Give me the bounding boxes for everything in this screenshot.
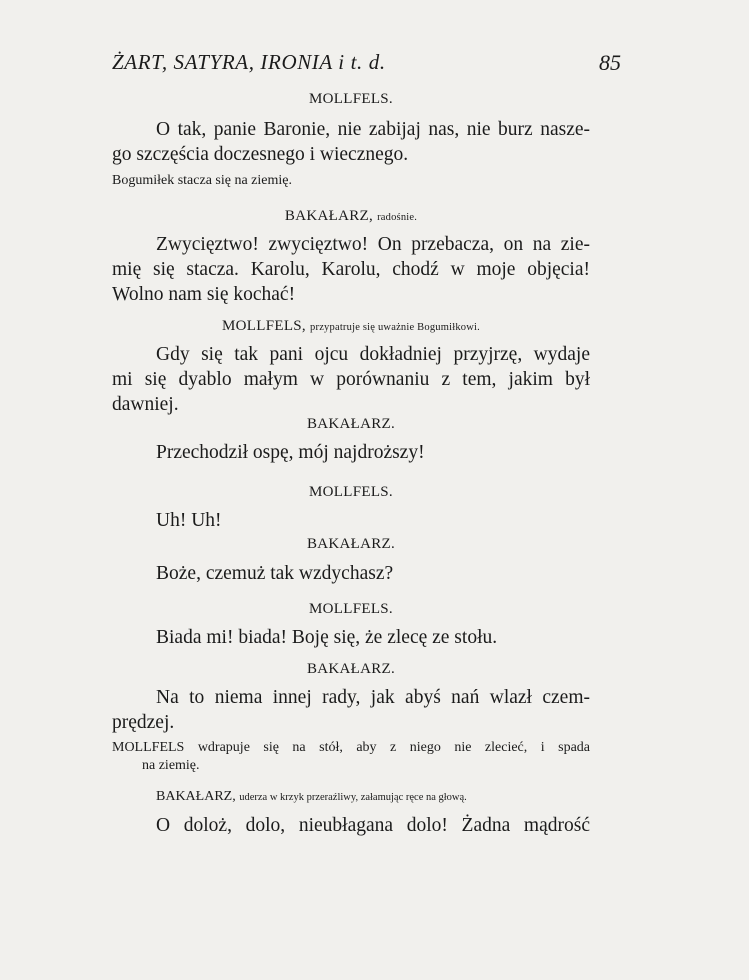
- speech-line: Wolno nam się kochać!: [112, 284, 296, 305]
- speaker-heading: [112, 601, 590, 618]
- speaker-name: BAKAŁARZ.: [306, 661, 396, 677]
- stage-line: Bogumiłek stacza się na ziemię.: [112, 173, 292, 188]
- speech-line: mię się stacza. Karolu, Karolu, chodź w moje objęcia!: [112, 259, 590, 280]
- speech: [112, 561, 590, 586]
- running-title: ŻART, SATYRA, IRONIA i t. d.: [112, 50, 386, 74]
- speaker-name: BAKAŁARZ,: [284, 208, 374, 224]
- speech-line: prędzej.: [112, 712, 175, 733]
- speech: [112, 508, 590, 533]
- speech-line: Zwycięztwo! zwycięztwo! On przebacza, on na zie-: [156, 234, 590, 255]
- speech-line: mi się dyablo małym w porównaniu z tem, jakim był: [112, 369, 590, 390]
- speaker-heading: [112, 661, 590, 678]
- stage-direction: [112, 739, 590, 775]
- speaker-direction: radośnie.: [377, 212, 418, 223]
- speech: [112, 117, 590, 167]
- speaker-name: MOLLFELS,: [222, 318, 306, 334]
- speaker-heading: [112, 484, 590, 501]
- speaker-name: BAKAŁARZ,: [156, 789, 236, 804]
- speech: [112, 440, 590, 465]
- stage-line: MOLLFELS wdrapuje się na stół, aby z niego nie zlecieć, i spada: [112, 740, 590, 755]
- speech-line: Uh! Uh!: [156, 510, 222, 531]
- speaker-name: MOLLFELS.: [309, 601, 393, 617]
- speech-line: Na to niema innej rady, jak abyś nań wlazł czem-: [156, 687, 590, 708]
- speaker-name: BAKAŁARZ.: [306, 536, 396, 552]
- speech: [112, 342, 590, 417]
- speaker-name: BAKAŁARZ.: [306, 416, 396, 432]
- speech: [112, 685, 590, 735]
- stage-line: [156, 788, 590, 807]
- speaker-name: MOLLFELS.: [309, 484, 393, 500]
- speaker-direction: przypatruje się uważnie Bogumiłkowi.: [310, 322, 480, 333]
- speaker-heading: [112, 208, 590, 225]
- speech-line: go szczęścia doczesnego i wiecznego.: [112, 144, 409, 165]
- speech: [112, 813, 590, 838]
- speaker-heading: [112, 416, 590, 433]
- stage-direction: [112, 788, 590, 807]
- stage-line: na ziemię.: [142, 758, 200, 773]
- speaker-heading: [112, 318, 590, 335]
- page-number: 85: [599, 50, 621, 75]
- stage-direction: [112, 172, 590, 190]
- speech-line: dawniej.: [112, 394, 179, 415]
- speaker-direction: uderza w krzyk przeraźliwy, załamując ręce na głową.: [239, 792, 467, 803]
- speech-line: Boże, czemuż tak wzdychasz?: [156, 563, 394, 584]
- speaker-heading: [112, 91, 590, 108]
- speaker-heading: [112, 536, 590, 553]
- speech: [112, 625, 590, 650]
- speech-line: O doloż, dolo, nieubłagana dolo! Żadna mądrość: [156, 815, 590, 836]
- speech-line: Biada mi! biada! Boję się, że zlecę ze stołu.: [156, 627, 498, 648]
- speech-line: Przechodził ospę, mój najdroższy!: [156, 442, 425, 463]
- speaker-name: MOLLFELS.: [309, 91, 393, 107]
- speech: [112, 232, 590, 307]
- speech-line: Gdy się tak pani ojcu dokładniej przyjrzę, wydaje: [156, 344, 590, 365]
- page-header: [112, 50, 621, 80]
- speech-line: O tak, panie Baronie, nie zabijaj nas, nie burz nasze-: [156, 119, 590, 140]
